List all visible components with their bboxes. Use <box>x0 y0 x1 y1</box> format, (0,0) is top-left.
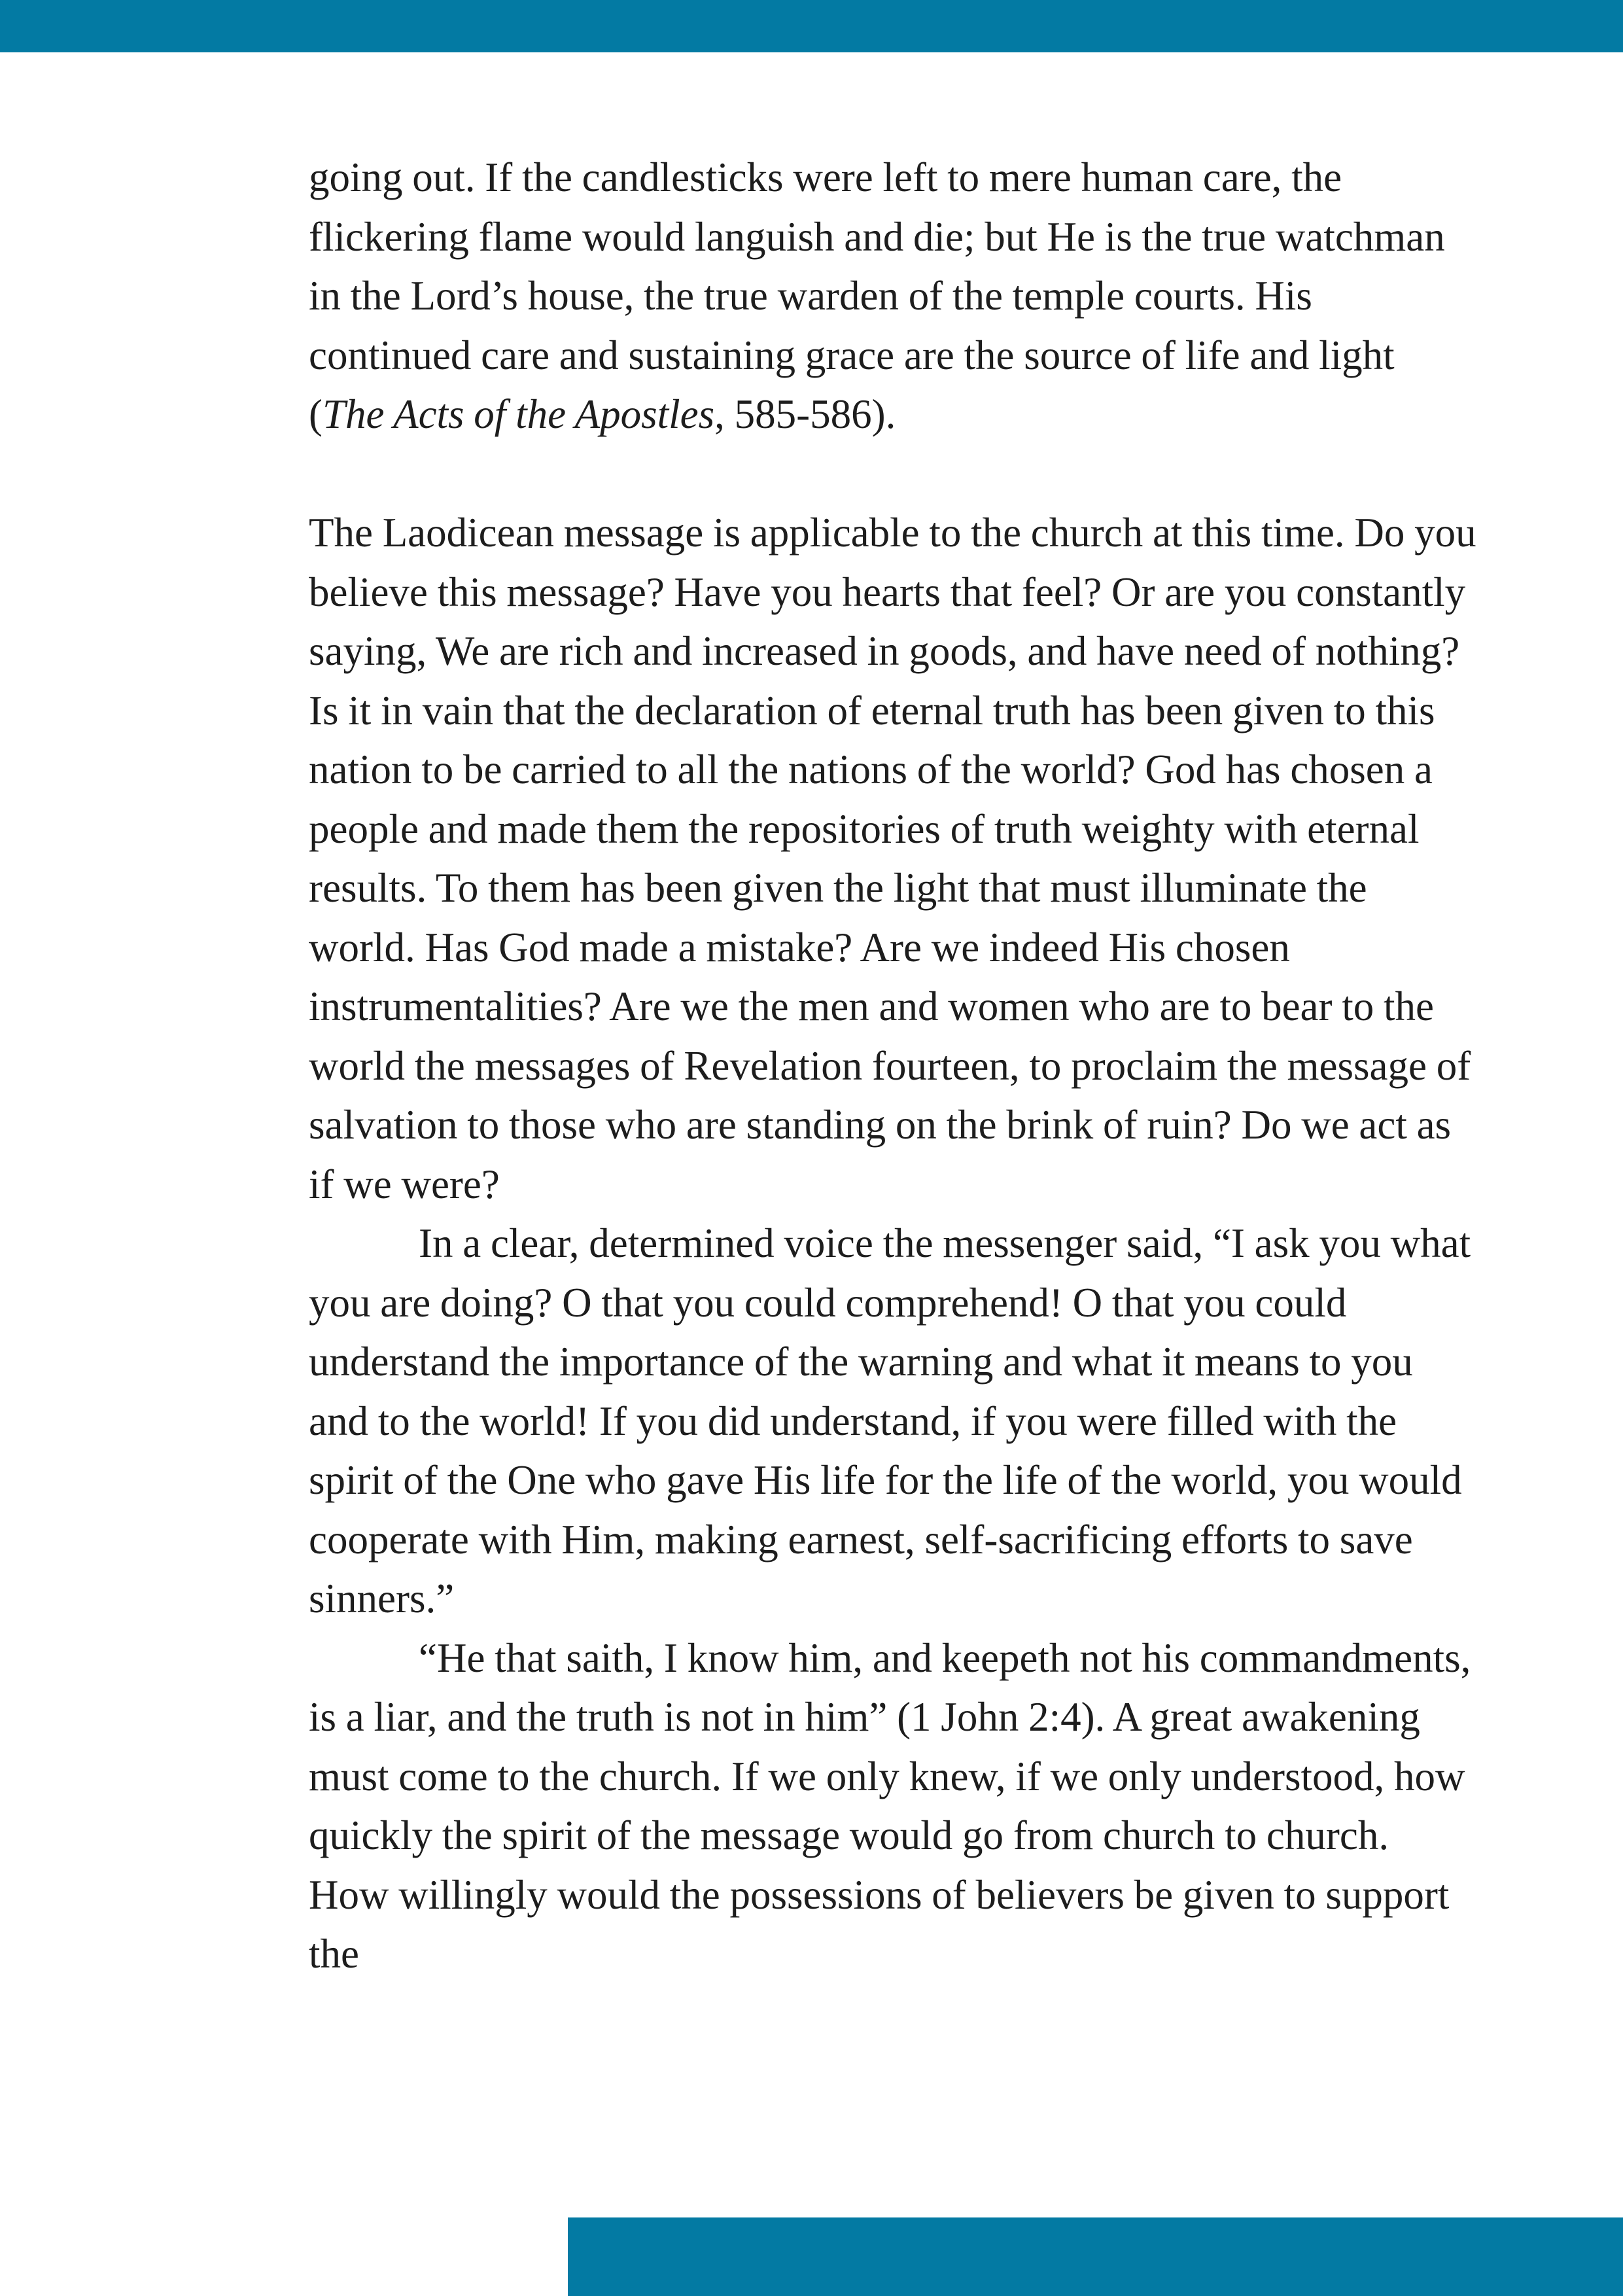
paragraph-1-text-end: , 585-586). <box>714 391 896 437</box>
top-accent-bar <box>0 0 1623 52</box>
paragraph-1 <box>309 148 1476 444</box>
paragraph-1-text-start: going out. If the candlesticks were left to mere human care, the flickering flame would languish and die; but He is the true watchman in the Lord’s house, the true warden of the temple courts. His continued care and sustaining grace are the source of life and light ( <box>309 154 1445 437</box>
paragraph-2: The Laodicean message is applicable to the church at this time. Do you believe this message? Have you hearts that feel? Or are you constantly saying, We are rich and increased in goods, and have need of nothing? Is it in vain that the declaration of eternal truth has been given to this nation to be carried to all the nations of the world? God has chosen a people and made them the repositories of truth weighty with eternal results. To them has been given the light that must illuminate the world. Has God made a mistake? Are we indeed His chosen instrumentalities? Are we the men and women who are to bear to the world the messages of Revelation fourteen, to proclaim the message of salvation to those who are standing on the brink of ruin? Do we act as if we were? <box>309 510 1476 1207</box>
bottom-accent-bar <box>568 2217 1623 2296</box>
cited-book-title: The Acts of the Apostles <box>322 391 715 437</box>
body-text <box>309 148 1476 1984</box>
paragraph-4: “He that saith, I know him, and keepeth not his commandments, is a liar, and the truth is not in him” (1 John 2:4). A great awakening must come to the church. If we only knew, if we only understood, how quickly the spirit of the message would go from church to church. How willingly would the possessions of believers be given to support the <box>309 1634 1471 1977</box>
paragraph-3: In a clear, determined voice the messenger said, “I ask you what you are doing? O that you could comprehend! O that you could understand the importance of the warning and what it means to you and to the world! If you did understand, if you were filled with the spirit of the One who gave His life for the life of the world, you would cooperate with Him, making earnest, self-sacrificing efforts to save sinners.” <box>309 1220 1471 1621</box>
